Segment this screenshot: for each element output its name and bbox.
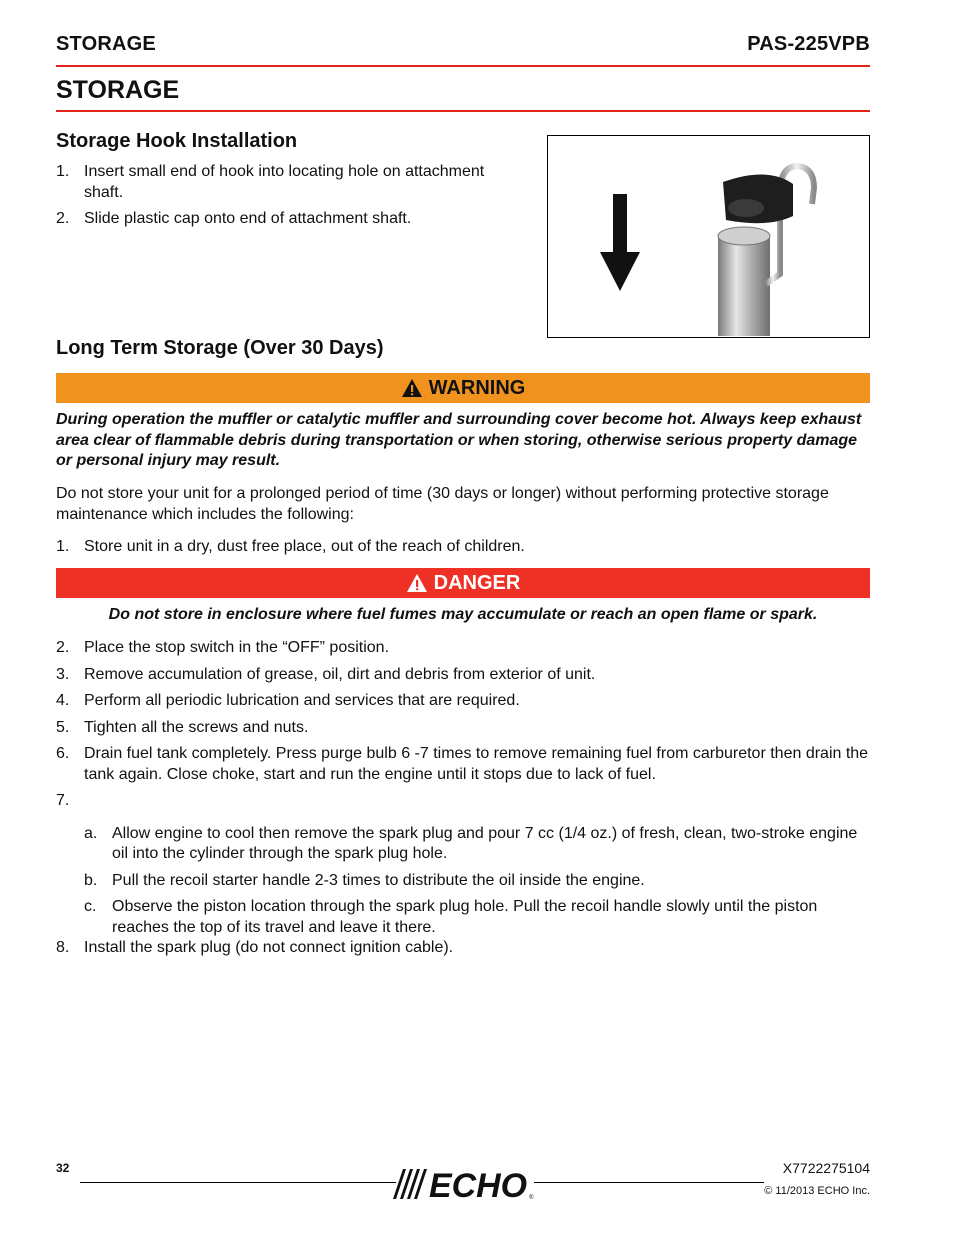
list-item: 1. Store unit in a dry, dust free place, out of the reach of children. xyxy=(56,538,525,555)
document-code: X7722275104 xyxy=(782,1160,870,1176)
echo-logo xyxy=(393,1165,537,1201)
header-model: PAS-225VPB xyxy=(747,33,870,55)
list-item: 4. Perform all periodic lubrication and services that are required. xyxy=(56,692,520,709)
list-item: c. Observe the piston location through the spark plug hole. Pull the recoil handle slowly until the piston reaches the top of its travel and leave it there. xyxy=(84,898,818,936)
long-term-heading: Long Term Storage (Over 30 Days) xyxy=(56,337,384,359)
svg-text:®: ® xyxy=(529,1195,534,1201)
list-item: 7. a. Allow engine to cool then remove the spark plug and pour 7 cc (1/4 oz.) of fresh, clean, two-stroke engine oil into the cylinder through the spark plug hole. b. Pull the recoil starter handle 2-3 times to distribute the oil inside the engine. c. Observe the piston location through the spark plug hole. Pull the recoil handle slowly until the piston reaches the top of its travel and leave it there. xyxy=(56,791,870,938)
page-footer xyxy=(56,1155,870,1215)
svg-text:ECHO: ECHO xyxy=(429,1167,527,1201)
list-item: 5. Tighten all the screws and nuts. xyxy=(56,718,309,736)
list-item: 1. Insert small end of hook into locating hole on attachment shaft. xyxy=(56,163,485,201)
title-rule xyxy=(56,110,870,112)
long-term-steps xyxy=(56,638,870,965)
footer-rule-left xyxy=(80,1182,396,1183)
hook-heading: Storage Hook Installation xyxy=(56,130,298,152)
down-arrow-icon xyxy=(600,194,640,291)
page-number: 32 xyxy=(56,1161,70,1175)
page-title: STORAGE xyxy=(56,76,180,104)
danger-text: Do not store in enclosure where fuel fumes may accumulate or reach an open flame or spark. xyxy=(108,606,818,623)
header-rule xyxy=(56,65,870,67)
list-item: 8. Install the spark plug (do not connect ignition cable). xyxy=(56,939,454,956)
footer-rule-right xyxy=(534,1182,764,1183)
intro-paragraph: Do not store your unit for a prolonged period of time (30 days or longer) without performing protective storage maintenance which includes the following: xyxy=(56,485,829,523)
storage-hook-figure xyxy=(547,135,870,338)
danger-label: DANGER xyxy=(433,571,521,594)
list-item: 2. Place the stop switch in the “OFF” position. xyxy=(56,639,390,656)
list-item: b. Pull the recoil starter handle 2-3 times to distribute the oil inside the engine. xyxy=(84,871,645,889)
danger-triangle-icon xyxy=(406,573,428,593)
warning-banner xyxy=(56,373,870,403)
header-section-title: STORAGE xyxy=(56,33,156,55)
warning-triangle-icon xyxy=(401,378,423,398)
list-item: 6. Drain fuel tank completely. Press purge bulb 6 -7 times to remove remaining fuel from carburetor then drain the tank again. Close choke, start and run the engine until it stops due to lack of fuel. xyxy=(56,745,869,783)
warning-label: WARNING xyxy=(428,376,526,399)
running-header xyxy=(56,33,870,56)
hook-icon xyxy=(718,166,814,336)
sub-steps xyxy=(84,824,870,939)
hook-illustration xyxy=(548,136,869,337)
danger-banner xyxy=(56,568,870,598)
long-term-steps-start xyxy=(56,537,870,558)
copyright: © 11/2013 ECHO Inc. xyxy=(764,1185,870,1197)
list-item: a. Allow engine to cool then remove the spark plug and pour 7 cc (1/4 oz.) of fresh, clean, two-stroke engine oil into the cylinder through the spark plug hole. xyxy=(84,824,858,862)
warning-text: During operation the muffler or catalytic muffler and surrounding cover become hot. Always keep exhaust area clear of flammable debris during transportation or when storing, otherwise serious property damage or personal injury may result. xyxy=(56,411,862,469)
list-item: 2. Slide plastic cap onto end of attachment shaft. xyxy=(56,210,412,227)
list-item: 3. Remove accumulation of grease, oil, dirt and debris from exterior of unit. xyxy=(56,665,596,683)
hook-steps xyxy=(56,162,526,236)
